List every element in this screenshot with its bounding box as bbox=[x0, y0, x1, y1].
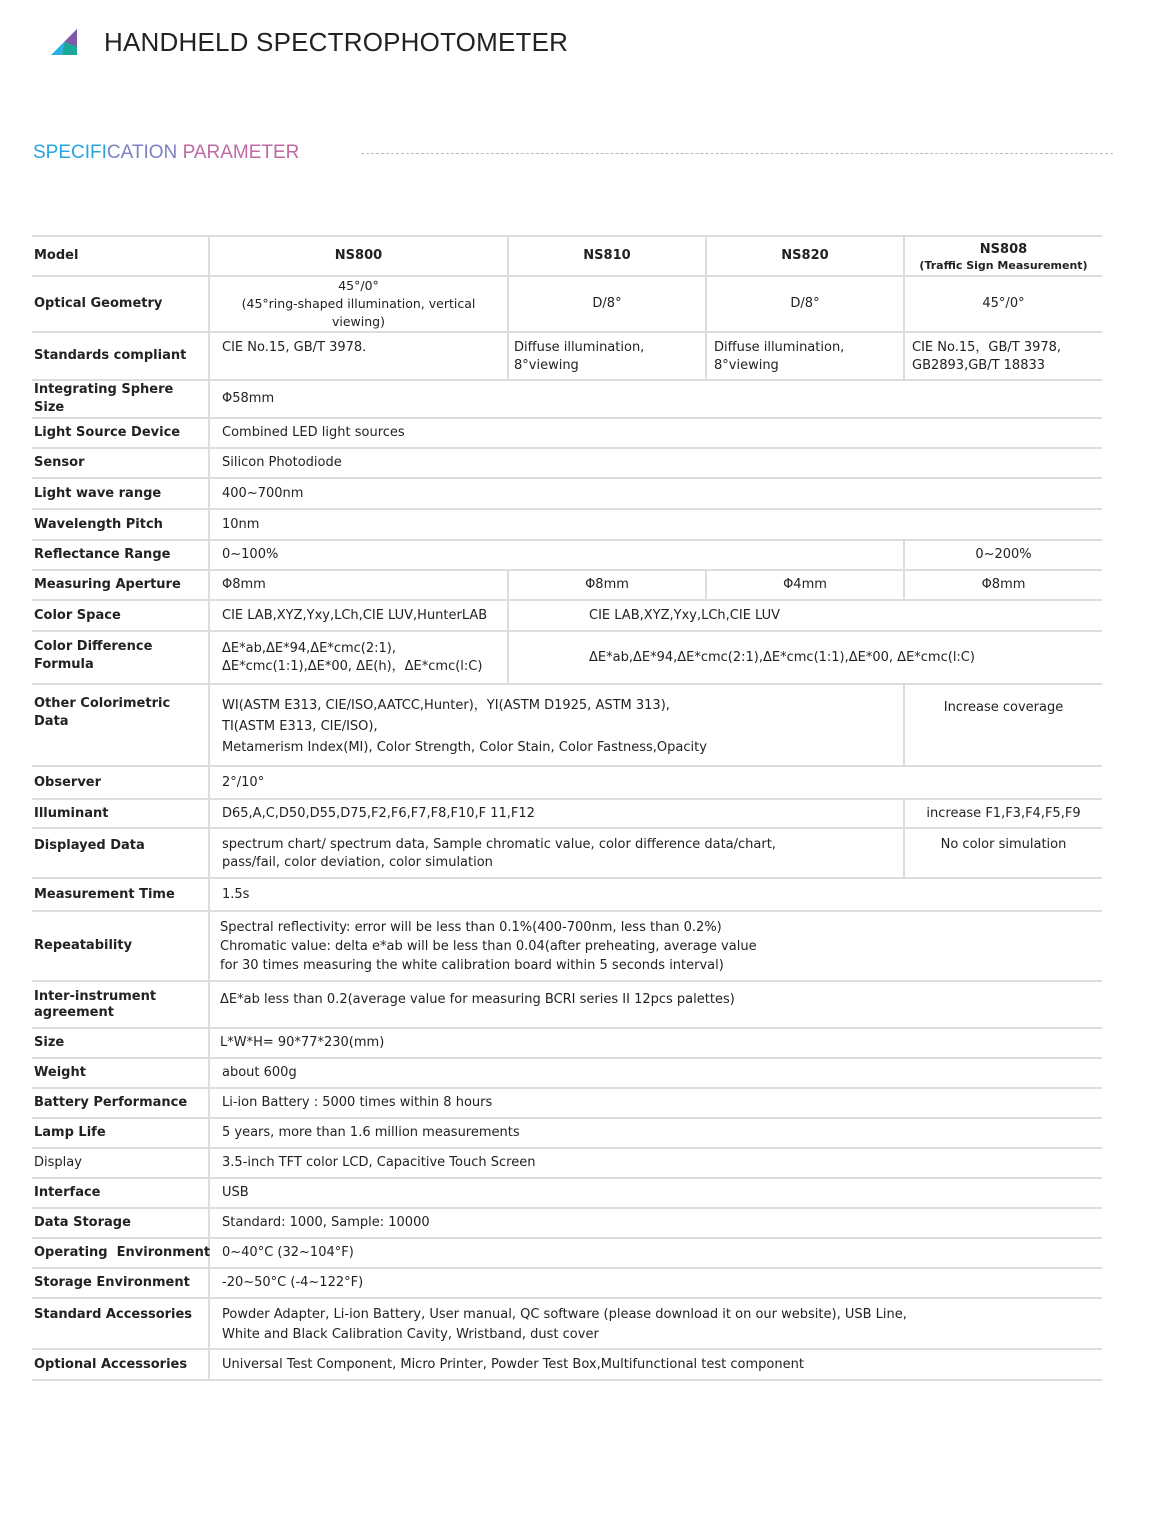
cell-line: TI(ASTM E313, CIE/ISO), bbox=[222, 719, 378, 734]
row-label bbox=[32, 981, 209, 1028]
cell-ns800-ns820: 0~100% bbox=[209, 540, 904, 570]
cell-ns810 bbox=[508, 332, 706, 380]
cell-ns800: CIE LAB,XYZ,Yxy,LCh,CIE LUV,HunterLAB bbox=[209, 600, 508, 631]
cell-ns800-ns820 bbox=[209, 684, 904, 766]
cell-all: USB bbox=[209, 1178, 1102, 1208]
cell-ns808 bbox=[904, 332, 1102, 380]
cell-ns808: No color simulation bbox=[904, 828, 1102, 878]
cell-line: Spectral reflectivity: error will be less than 0.1%(400-700nm, less than 0.2%) bbox=[220, 919, 722, 935]
cell-all: 1.5s bbox=[209, 878, 1102, 911]
row-label: Wavelength Pitch bbox=[32, 509, 209, 540]
cell-line: Diffuse illumination, bbox=[514, 340, 645, 355]
row-label: Reflectance Range bbox=[32, 540, 209, 570]
cell-others: CIE LAB,XYZ,Yxy,LCh,CIE LUV bbox=[508, 600, 1102, 631]
row-label: Standards compliant bbox=[32, 332, 209, 380]
cell-all: ΔE*ab less than 0.2(average value for measuring BCRI series II 12pcs palettes) bbox=[209, 981, 1102, 1028]
row-label: Size bbox=[32, 1028, 209, 1058]
row-label: Optional Accessories bbox=[32, 1349, 209, 1380]
table-row-op-env bbox=[32, 1238, 1102, 1268]
cell-line: 45°/0° bbox=[338, 278, 379, 293]
section-title bbox=[33, 142, 299, 164]
section-divider bbox=[361, 153, 1113, 154]
cell-line: Metamerism Index(MI), Color Strength, Color Stain, Color Fastness,Opacity bbox=[222, 740, 707, 755]
cell-all: -20~50°C (-4~122°F) bbox=[209, 1268, 1102, 1298]
table-row-repeatability bbox=[32, 911, 1102, 981]
model-ns808: NS808 bbox=[979, 241, 1028, 257]
row-label: Observer bbox=[32, 766, 209, 799]
row-label: Illuminant bbox=[32, 799, 209, 828]
row-label: Interface bbox=[32, 1178, 209, 1208]
row-label: Color Space bbox=[32, 600, 209, 631]
table-row-reflectance bbox=[32, 540, 1102, 570]
spec-table bbox=[32, 235, 1102, 1381]
cell-line: Chromatic value: delta e*ab will be less than 0.04(after preheating, average value bbox=[220, 938, 757, 954]
cell-all: 5 years, more than 1.6 million measurements bbox=[209, 1118, 1102, 1148]
cell-line: (45°ring-shaped illumination, vertical viewing) bbox=[241, 296, 476, 329]
table-row-wave-range bbox=[32, 478, 1102, 509]
cell-line: GB2893,GB/T 18833 bbox=[912, 358, 1046, 373]
cell-line: for 30 times measuring the white calibration board within 5 seconds interval) bbox=[220, 957, 724, 973]
table-row-sphere bbox=[32, 380, 1102, 418]
model-label: Model bbox=[32, 236, 209, 276]
table-row-other-data bbox=[32, 684, 1102, 766]
cell-all bbox=[209, 911, 1102, 981]
table-row-size bbox=[32, 1028, 1102, 1058]
table-row-meas-time bbox=[32, 878, 1102, 911]
row-label: Lamp Life bbox=[32, 1118, 209, 1148]
table-row-light-source bbox=[32, 418, 1102, 448]
row-label: Light Source Device bbox=[32, 418, 209, 448]
cell-all: Combined LED light sources bbox=[209, 418, 1102, 448]
row-label: Other Colorimetric Data bbox=[32, 684, 209, 766]
model-ns810: NS810 bbox=[508, 236, 706, 276]
row-label: Operating Environment bbox=[32, 1238, 209, 1268]
cell-ns800 bbox=[209, 276, 508, 332]
row-label: Weight bbox=[32, 1058, 209, 1088]
cell-ns808: Increase coverage bbox=[904, 684, 1102, 766]
cell-line: WI(ASTM E313, CIE/ISO,AATCC,Hunter)，YI(ASTM D1925, ASTM 313), bbox=[222, 698, 670, 713]
table-row-interface bbox=[32, 1178, 1102, 1208]
section-title-part-1: SPECIFI bbox=[33, 142, 107, 163]
row-label-line: agreement bbox=[34, 1004, 114, 1020]
table-row-color-space bbox=[32, 600, 1102, 631]
section-title-part-3: PARAMETER bbox=[182, 142, 300, 163]
row-label: Measurement Time bbox=[32, 878, 209, 911]
model-ns800: NS800 bbox=[209, 236, 508, 276]
row-label: Sensor bbox=[32, 448, 209, 478]
cell-all: L*W*H= 90*77*230(mm) bbox=[209, 1028, 1102, 1058]
page-title: HANDHELD SPECTROPHOTOMETER bbox=[104, 26, 569, 57]
cell-all: 3.5-inch TFT color LCD, Capacitive Touch Screen bbox=[209, 1148, 1102, 1178]
row-label: Optical Geometry bbox=[32, 276, 209, 332]
table-row-opt-acc bbox=[32, 1349, 1102, 1380]
table-row-std-acc bbox=[32, 1298, 1102, 1349]
cell-ns808: 0~200% bbox=[904, 540, 1102, 570]
table-row-diff-formula bbox=[32, 631, 1102, 684]
table-row-displayed bbox=[32, 828, 1102, 878]
cell-line: ΔE*cmc(1:1),ΔE*00, ΔE(h)，ΔE*cmc(l:C) bbox=[222, 658, 483, 674]
table-row-battery bbox=[32, 1088, 1102, 1118]
cell-ns800-ns820: D65,A,C,D50,D55,D75,F2,F6,F7,F8,F10,F 11,F12 bbox=[209, 799, 904, 828]
cell-ns810: D/8° bbox=[508, 276, 706, 332]
cell-line: spectrum chart/ spectrum data, Sample chromatic value, color difference data/chart, bbox=[222, 837, 776, 852]
model-ns808-note: (Traffic Sign Measurement) bbox=[919, 258, 1088, 272]
row-label: Repeatability bbox=[32, 911, 209, 981]
cell-ns808: Φ8mm bbox=[904, 570, 1102, 600]
table-row-weight bbox=[32, 1058, 1102, 1088]
row-label: Measuring Aperture bbox=[32, 570, 209, 600]
cell-ns800: Φ8mm bbox=[209, 570, 508, 600]
cell-all: 400~700nm bbox=[209, 478, 1102, 509]
cell-ns800: CIE No.15, GB/T 3978. bbox=[209, 332, 508, 380]
table-row-sensor bbox=[32, 448, 1102, 478]
cell-others: ΔE*ab,ΔE*94,ΔE*cmc(2:1),ΔE*cmc(1:1),ΔE*00, ΔE*cmc(l:C) bbox=[508, 631, 1102, 684]
table-row-storage bbox=[32, 1208, 1102, 1238]
table-row-inter-instrument bbox=[32, 981, 1102, 1028]
section-title-part-2: CATION bbox=[106, 142, 183, 163]
cell-all: 0~40°C (32~104°F) bbox=[209, 1238, 1102, 1268]
table-row-model bbox=[32, 236, 1102, 276]
table-row-optical-geometry bbox=[32, 276, 1102, 332]
brand-logo-icon bbox=[50, 28, 78, 56]
cell-line: CIE No.15，GB/T 3978, bbox=[912, 340, 1062, 355]
cell-line: Powder Adapter, Li-ion Battery, User manual, QC software (please download it on our website), USB Line, bbox=[222, 1307, 907, 1322]
cell-all: 2°/10° bbox=[209, 766, 1102, 799]
table-row-lamp bbox=[32, 1118, 1102, 1148]
section-header bbox=[33, 140, 1113, 166]
cell-line: ΔE*ab,ΔE*94,ΔE*cmc(2:1), bbox=[222, 640, 397, 656]
cell-line: 8°viewing bbox=[714, 358, 779, 373]
row-label: Display bbox=[32, 1148, 209, 1178]
cell-line: White and Black Calibration Cavity, Wristband, dust cover bbox=[222, 1327, 599, 1342]
row-label: Standard Accessories bbox=[32, 1298, 209, 1349]
cell-line: 8°viewing bbox=[514, 358, 579, 373]
row-label: Light wave range bbox=[32, 478, 209, 509]
table-row-display bbox=[32, 1148, 1102, 1178]
table-row-standards bbox=[32, 332, 1102, 380]
cell-all: Universal Test Component, Micro Printer, Powder Test Box,Multifunctional test component bbox=[209, 1349, 1102, 1380]
table-row-aperture bbox=[32, 570, 1102, 600]
cell-ns808: increase F1,F3,F4,F5,F9 bbox=[904, 799, 1102, 828]
row-label: Storage Environment bbox=[32, 1268, 209, 1298]
cell-all: Φ58mm bbox=[209, 380, 1102, 418]
cell-ns800 bbox=[209, 631, 508, 684]
cell-ns820: Φ4mm bbox=[706, 570, 904, 600]
cell-all: Li-ion Battery : 5000 times within 8 hours bbox=[209, 1088, 1102, 1118]
table-row-observer bbox=[32, 766, 1102, 799]
table-row-pitch bbox=[32, 509, 1102, 540]
row-label: Color Difference Formula bbox=[32, 631, 209, 684]
cell-ns800-ns820 bbox=[209, 828, 904, 878]
cell-all: Standard: 1000, Sample: 10000 bbox=[209, 1208, 1102, 1238]
row-label: Integrating Sphere Size bbox=[32, 380, 209, 418]
model-ns820: NS820 bbox=[706, 236, 904, 276]
cell-line: pass/fail, color deviation, color simulation bbox=[222, 855, 493, 870]
cell-ns820: D/8° bbox=[706, 276, 904, 332]
table-row-illuminant bbox=[32, 799, 1102, 828]
cell-all: 10nm bbox=[209, 509, 1102, 540]
cell-all: Silicon Photodiode bbox=[209, 448, 1102, 478]
cell-line: Diffuse illumination, bbox=[714, 340, 845, 355]
cell-ns808: 45°/0° bbox=[904, 276, 1102, 332]
cell-ns810: Φ8mm bbox=[508, 570, 706, 600]
row-label-line: Inter-instrument bbox=[34, 988, 157, 1004]
cell-all: about 600g bbox=[209, 1058, 1102, 1088]
model-ns808-cell bbox=[904, 236, 1102, 276]
table-row-storage-env bbox=[32, 1268, 1102, 1298]
row-label: Data Storage bbox=[32, 1208, 209, 1238]
cell-all bbox=[209, 1298, 1102, 1349]
row-label: Displayed Data bbox=[32, 828, 209, 878]
cell-ns820 bbox=[706, 332, 904, 380]
page-header bbox=[50, 22, 568, 62]
row-label: Battery Performance bbox=[32, 1088, 209, 1118]
